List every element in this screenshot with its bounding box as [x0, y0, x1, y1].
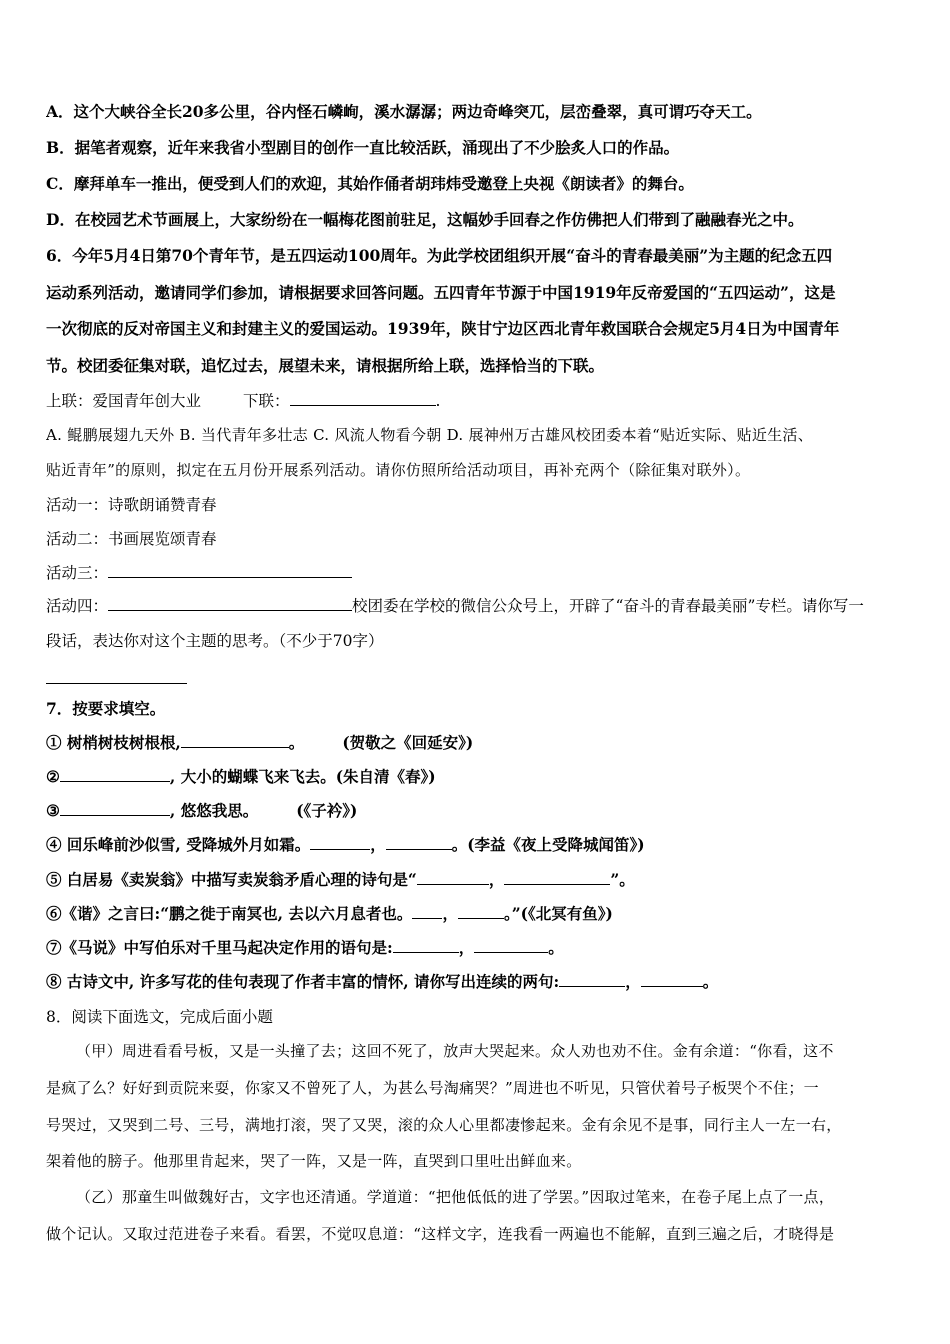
couplet-answer-blank[interactable]	[290, 391, 436, 406]
q7-i3-source: (《子衿》)	[296, 801, 358, 820]
q7-i1-text: ① 树梢树枝树根根,	[46, 733, 181, 752]
q7-item-6	[46, 903, 910, 925]
q7-item-8	[46, 971, 910, 993]
activity-4-label: 活动四：	[46, 597, 109, 615]
passage-jia-1	[46, 1040, 910, 1062]
q7-i7-end: 。	[548, 938, 564, 957]
couplet-line	[46, 390, 910, 412]
couplet-lower-label: 下联：	[243, 392, 290, 410]
q5-option-a: A．这个大峡谷全长20多公里，谷内怪石嶙峋，溪水潺潺；两边奇峰突兀，层峦叠翠，真可谓巧夺天工。	[46, 102, 762, 121]
q8-title: 8．阅读下面选文，完成后面小题	[46, 1008, 273, 1026]
q7-i4-blank-1[interactable]	[310, 835, 370, 850]
q7-i4-text: ④ 回乐峰前沙似雪, 受降城外月如霜。	[46, 835, 311, 854]
q7-item-1	[46, 732, 910, 754]
q7-i7-text: ⑦《马说》中写伯乐对千里马起决定作用的语句是:	[46, 938, 393, 957]
couplet-options: A. 鲲鹏展翅九天外 B. 当代青年多壮志 C. 风流人物看今朝 D. 展神州万古雄风校团委本着“贴近实际、贴近生活、	[46, 426, 814, 444]
passage-jia-3: 号哭过，又哭到二号、三号，满地打滚，哭了又哭，滚的众人心里都凄惨起来。金有余见不是事，同行主人一左一右，	[46, 1116, 842, 1134]
q7-i6-blank-2[interactable]	[458, 904, 504, 919]
q6-line-1: 6．今年5月4日第70个青年节，是五四运动100周年。为此学校团组织开展“奋斗的青春最美丽”为主题的纪念五四	[46, 246, 833, 265]
q7-i8-end: 。	[702, 972, 719, 991]
q7-i5-blank-1[interactable]	[417, 870, 489, 885]
q7-i3-num: ③	[46, 801, 60, 820]
q7-i4-sep: ，	[370, 835, 386, 854]
q7-i1-blank[interactable]	[181, 733, 289, 748]
q7-i7-blank-1[interactable]	[393, 938, 459, 953]
q7-i3-text: , 悠悠我思。	[169, 801, 259, 820]
wechat-prompt-2: 段话，表达你对这个主题的思考。（不少于70字）	[46, 632, 384, 650]
q7-i6-blank-1[interactable]	[412, 904, 442, 919]
passage-yi-1-text: （乙）那童生叫做魏好古，文字也还清通。学道道：“把他低低的进了学罢。”因取过笔来，在卷子尾上点了一点，	[76, 1188, 835, 1206]
q7-i2-blank[interactable]	[60, 767, 170, 782]
q6-line-3: 一次彻底的反对帝国主义和封建主义的爱国运动。1939年，陕甘宁边区西北青年救国联合会规定5月4日为中国青年	[46, 319, 840, 338]
activity-3-blank[interactable]	[108, 563, 352, 578]
q7-i1-source: (贺敬之《回延安》)	[342, 733, 474, 752]
q7-i6-text: ⑥《谐》之言曰:“鹏之徙于南冥也, 去以六月息者也。	[46, 904, 413, 923]
activity-4	[46, 595, 910, 617]
q7-i1-end: 。	[288, 733, 305, 752]
activity-1: 活动一：诗歌朗诵赞青春	[46, 496, 217, 514]
q7-i4-blank-2[interactable]	[386, 835, 452, 850]
q7-item-3	[46, 800, 910, 822]
passage-jia-2: 是疯了么？好好到贡院来耍，你家又不曾死了人，为甚么号淘痛哭？”周进也不听见，只管伏着号子板哭个不住；一	[46, 1079, 819, 1097]
q7-item-2	[46, 766, 910, 788]
q7-i6-end: 。”(《北冥有鱼》)	[503, 904, 613, 923]
q7-i3-blank[interactable]	[60, 801, 170, 816]
passage-jia-1-text: （甲）周进看看号板，又是一头撞了去；这回不死了，放声大哭起来。众人劝也劝不住。金有余道：“你看，这不	[76, 1042, 834, 1060]
q6-line-2: 运动系列活动，邀请同学们参加，请根据要求回答问题。五四青年节源于中国1919年反帝爱国的“五四运动”，这是	[46, 283, 836, 302]
q7-i6-sep: ，	[442, 904, 458, 923]
q7-i5-end: ”。	[610, 870, 635, 889]
q7-i4-end: 。(李益《夜上受降城闻笛》)	[451, 835, 645, 854]
wechat-prompt-1: 校团委在学校的微信公众号上，开辟了“奋斗的青春最美丽”专栏。请你写一	[352, 597, 864, 615]
passage-jia-4: 架着他的膀子。他那里肯起来，哭了一阵，又是一阵，直哭到口里吐出鲜血来。	[46, 1152, 582, 1170]
q7-i8-blank-1[interactable]	[559, 972, 625, 987]
q7-i8-blank-2[interactable]	[641, 972, 703, 987]
q7-item-5	[46, 869, 910, 891]
q7-i7-blank-2[interactable]	[474, 938, 548, 953]
q5-option-d: D．在校园艺术节画展上，大家纷纷在一幅梅花图前驻足，这幅妙手回春之作仿佛把人们带到了融融春光之中。	[46, 210, 804, 229]
q7-item-4	[46, 834, 910, 856]
q7-i5-text: ⑤ 白居易《卖炭翁》中描写卖炭翁矛盾心理的诗句是“	[46, 870, 417, 889]
q6-line-4: 节。校团委征集对联，追忆过去，展望未来，请根据所给上联，选择恰当的下联。	[46, 356, 605, 375]
q7-i5-sep: ，	[488, 870, 505, 889]
q7-title: 7．按要求填空。	[46, 699, 166, 718]
q7-i8-text: ⑧ 古诗文中, 许多写花的佳句表现了作者丰富的情怀, 请你写出连续的两句:	[46, 972, 560, 991]
q7-item-7	[46, 937, 910, 959]
activity-3-label: 活动三：	[46, 564, 109, 582]
activity-2: 活动二：书画展览颂青春	[46, 530, 217, 548]
activity-intro: 贴近青年”的原则，拟定在五月份开展系列活动。请你仿照所给活动项目，再补充两个（除征集对联外）。	[46, 461, 751, 479]
couplet-end-mark: .	[435, 392, 441, 410]
essay-answer-line[interactable]	[46, 683, 187, 684]
q5-option-c: C．摩拜单车一推出，便受到人们的欢迎，其始作俑者胡玮炜受邀登上央视《朗读者》的舞台。	[46, 174, 694, 193]
q7-i5-blank-2[interactable]	[504, 870, 610, 885]
passage-yi-1	[46, 1186, 910, 1208]
couplet-upper: 上联：爱国青年创大业	[46, 392, 202, 410]
q5-option-b: B．据笔者观察，近年来我省小型剧目的创作一直比较活跃，涌现出了不少脍炙人口的作品。	[46, 138, 680, 157]
activity-3	[46, 562, 910, 584]
q7-i8-sep: ，	[625, 972, 641, 991]
passage-yi-2: 做个记认。又取过范进卷子来看。看罢，不觉叹息道：“这样文字，连我看一两遍也不能解，直到三遍之后，才晓得是	[46, 1225, 835, 1243]
q7-i2-text: , 大小的蝴蝶飞来飞去。(朱自清《春》)	[169, 767, 436, 786]
q7-i2-num: ②	[46, 767, 60, 786]
q7-i7-sep: ，	[458, 938, 475, 957]
activity-4-blank[interactable]	[108, 596, 352, 611]
